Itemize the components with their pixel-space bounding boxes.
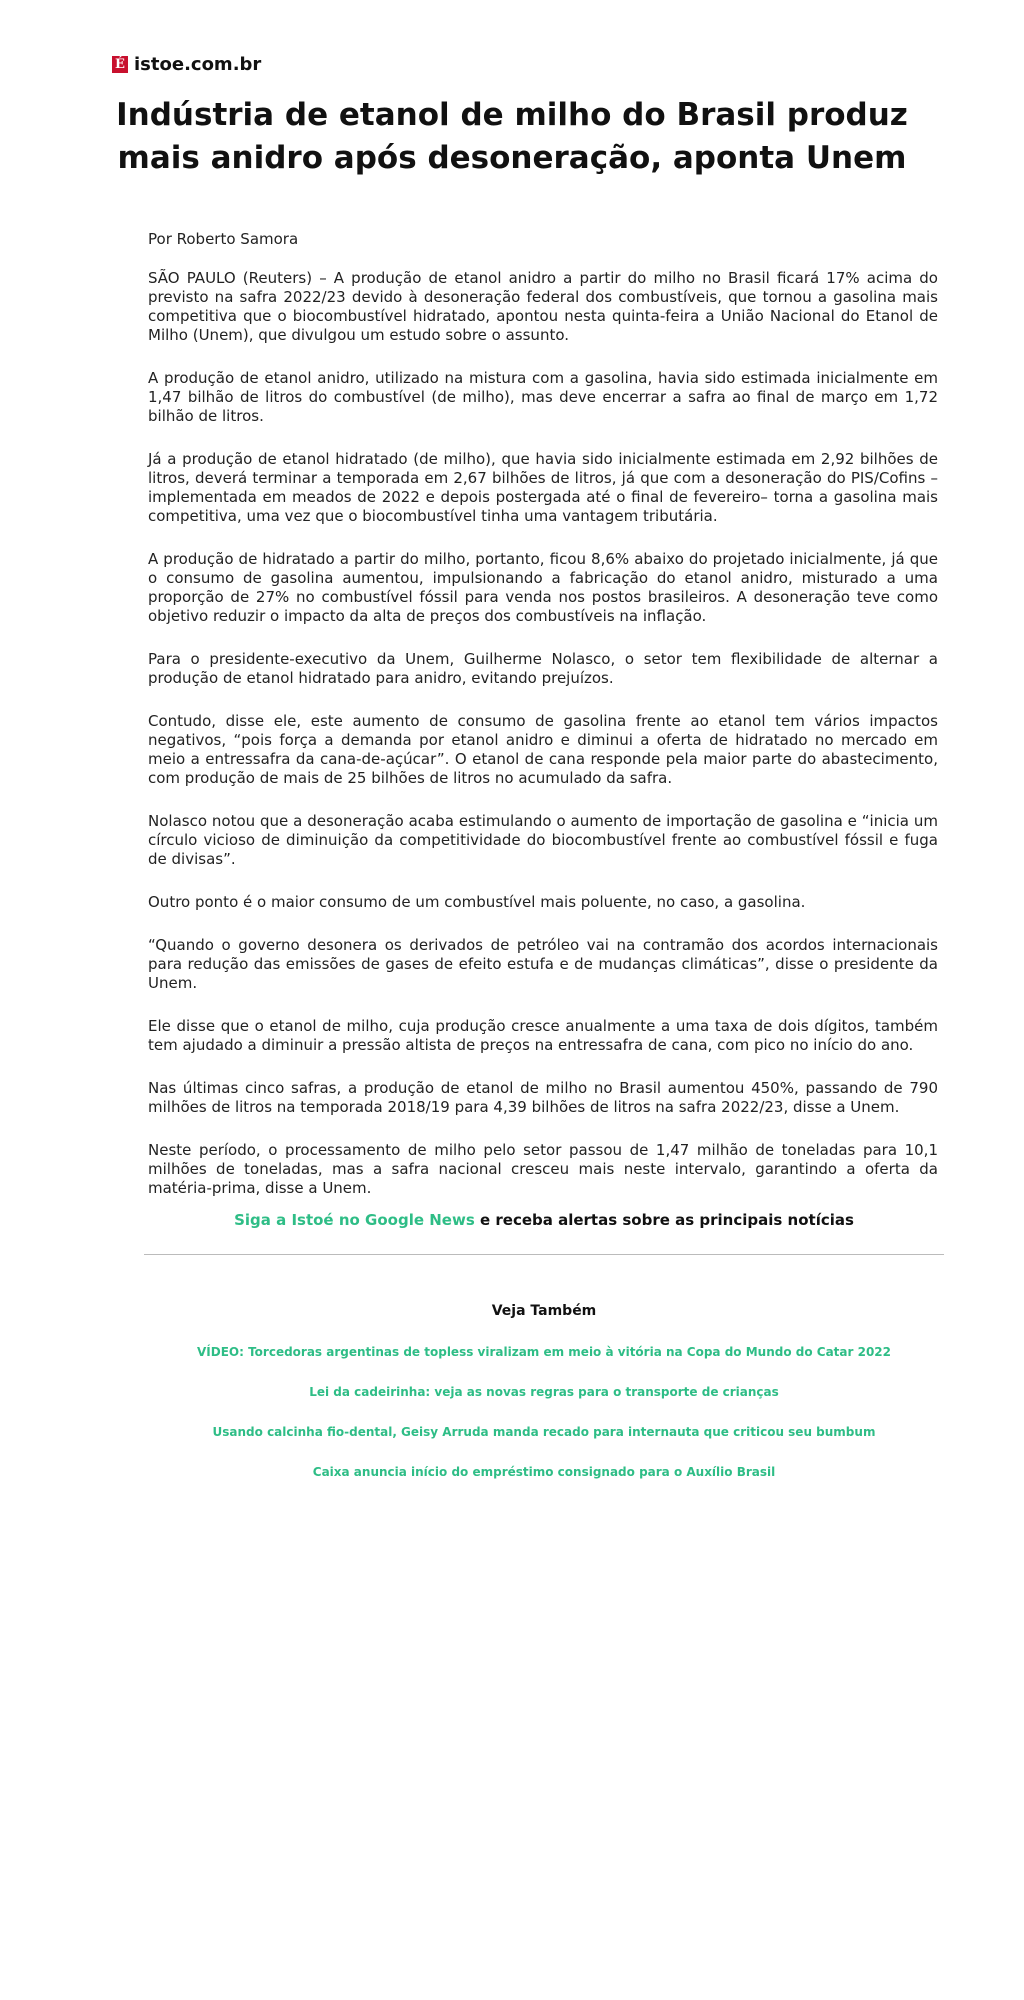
related-link[interactable]: Usando calcinha fio-dental, Geisy Arruda manda recado para internauta que criticou seu bumbum (212, 1425, 876, 1439)
google-news-callout (0, 1210, 1024, 1230)
list-item (0, 1422, 1024, 1462)
article-byline: Por Roberto Samora (148, 230, 299, 248)
list-item (0, 1462, 1024, 1502)
article-paragraph: Neste período, o processamento de milho pelo setor passou de 1,47 milhão de toneladas para 10,1 milhões de toneladas, mas a safra nacional cresceu mais neste intervalo, garantindo a oferta da matéria-prima, disse a Unem. (148, 1141, 938, 1197)
site-name-link[interactable]: istoe.com.br (134, 53, 262, 75)
istoe-logo-icon[interactable]: É (112, 56, 128, 73)
section-divider (144, 1254, 944, 1255)
related-link[interactable]: Caixa anuncia início do empréstimo consignado para o Auxílio Brasil (312, 1465, 776, 1479)
article-paragraph: A produção de etanol anidro, utilizado na mistura com a gasolina, havia sido estimada inicialmente em 1,47 bilhão de litros do combustível (de milho), mas deve encerrar a safra ao final de março em 1,72 bilhão de litros. (148, 369, 938, 425)
article-paragraph: Para o presidente-executivo da Unem, Guilherme Nolasco, o setor tem flexibilidade de alternar a produção de etanol hidratado para anidro, evitando prejuízos. (148, 650, 938, 687)
article-paragraph: A produção de hidratado a partir do milho, portanto, ficou 8,6% abaixo do projetado inicialmente, já que o consumo de gasolina aumentou, impulsionando a fabricação do etanol anidro, misturado a uma proporção de 27% no combustível fóssil para venda nos postos brasileiros. A desoneração teve como objetivo reduzir o impacto da alta de preços dos combustíveis na inflação. (148, 550, 938, 625)
article-paragraph: Contudo, disse ele, este aumento de consumo de gasolina frente ao etanol tem vários impactos negativos, “pois força a demanda por etanol anidro e diminui a oferta de hidratado no mercado em meio a entressafra da cana-de-açúcar”. O etanol de cana responde pela maior parte do abastecimento, com produção de mais de 25 bilhões de litros no acumulado da safra. (148, 712, 938, 787)
article-body (148, 230, 938, 1222)
article-paragraph: Já a produção de etanol hidratado (de milho), que havia sido inicialmente estimada em 2,92 bilhões de litros, deverá terminar a temporada em 2,67 bilhões de litros, já que com a desoneração do PIS/Cofins – implementada em meados de 2022 e depois postergada até o final de fevereiro– torna a gasolina mais competitiva, uma vez que o biocombustível tinha uma vantagem tributária. (148, 450, 938, 525)
see-also-heading: Veja Também (491, 1303, 597, 1319)
list-item (0, 1382, 1024, 1422)
article-paragraph: Outro ponto é o maior consumo de um combustível mais poluente, no caso, a gasolina. (148, 893, 806, 911)
article-paragraph: Ele disse que o etanol de milho, cuja produção cresce anualmente a uma taxa de dois dígitos, também tem ajudado a diminuir a pressão altista de preços na entressafra de cana, com pico no início do ano. (148, 1017, 938, 1054)
article-title: Indústria de etanol de milho do Brasil produz mais anidro após desoneração, aponta Unem (116, 97, 908, 176)
article-paragraph: Nas últimas cinco safras, a produção de etanol de milho no Brasil aumentou 450%, passando de 790 milhões de litros na temporada 2018/19 para 4,39 bilhões de litros na safra 2022/23, disse a Unem. (148, 1079, 938, 1116)
article-paragraph: “Quando o governo desonera os derivados de petróleo vai na contramão dos acordos internacionais para redução das emissões de gases de efeito estufa e de mudanças climáticas”, disse o presidente da Unem. (148, 936, 938, 992)
article-paragraph: Nolasco notou que a desoneração acaba estimulando o aumento de importação de gasolina e “inicia um círculo vicioso de diminuição da competitividade do biocombustível frente ao combustível fóssil e fuga de divisas”. (148, 812, 938, 868)
related-link[interactable]: VÍDEO: Torcedoras argentinas de topless viralizam em meio à vitória na Copa do Mundo do Catar 2022 (196, 1345, 892, 1359)
related-link[interactable]: Lei da cadeirinha: veja as novas regras para o transporte de crianças (309, 1385, 779, 1399)
list-item (0, 1342, 1024, 1382)
google-news-link[interactable]: Siga a Istoé no Google News (234, 1211, 475, 1229)
related-links-list (0, 1342, 1024, 1502)
site-header (112, 50, 261, 78)
google-news-callout-text: e receba alertas sobre as principais notícias (474, 1211, 854, 1229)
article-paragraph: SÃO PAULO (Reuters) – A produção de etanol anidro a partir do milho no Brasil ficará 17% acima do previsto na safra 2022/23 devido à desoneração federal dos combustíveis, que tornou a gasolina mais competitiva que o biocombustível hidratado, apontou nesta quinta-feira a União Nacional do Etanol de Milho (Unem), que divulgou um estudo sobre o assunto. (148, 269, 938, 344)
